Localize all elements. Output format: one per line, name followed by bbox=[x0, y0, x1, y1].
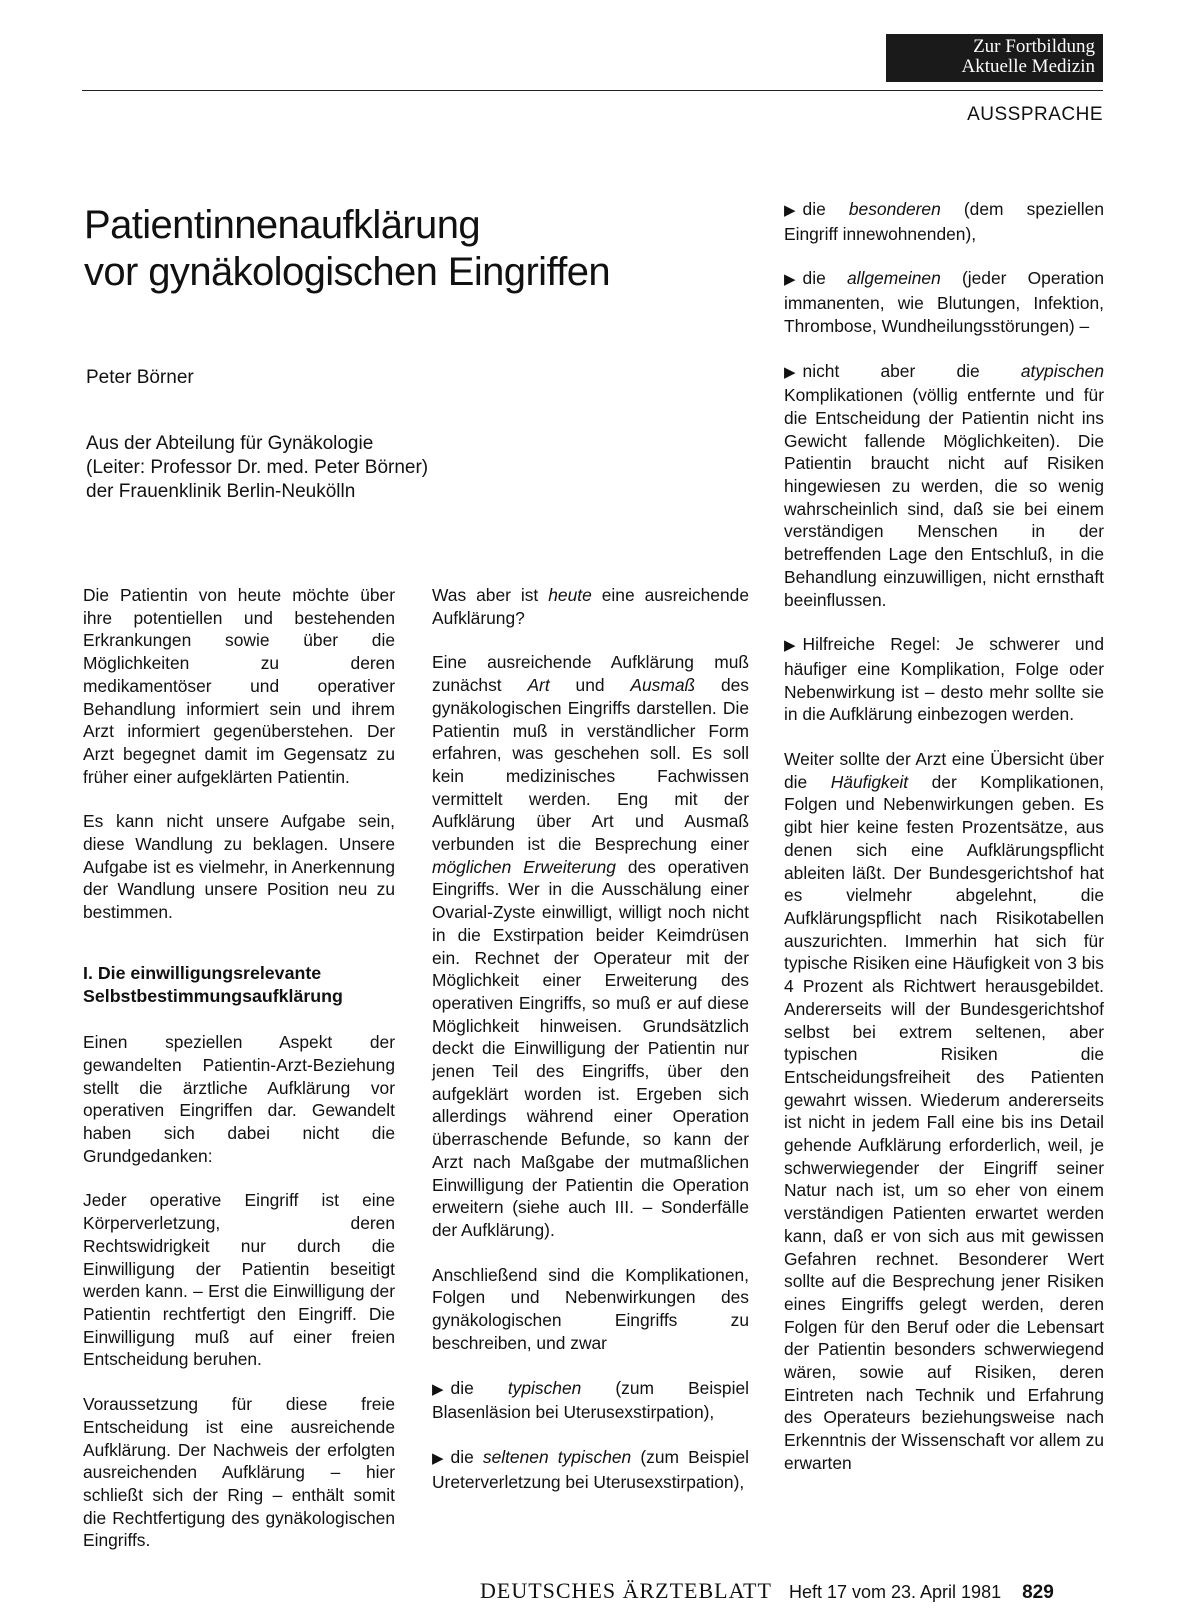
triangle-right-icon: ▶ bbox=[432, 1449, 444, 1467]
text: eine ausreichende Aufklärung? bbox=[432, 585, 749, 628]
text: die bbox=[450, 1377, 508, 1398]
badge-line-2: Aktuelle Medizin bbox=[961, 56, 1095, 77]
triangle-right-icon: ▶ bbox=[784, 637, 796, 655]
badge-line-1: Zur Fortbildung bbox=[973, 36, 1095, 57]
triangle-right-icon: ▶ bbox=[784, 363, 796, 381]
triangle-right-icon: ▶ bbox=[784, 271, 796, 289]
issue-info: Heft 17 vom 23. April 1981 bbox=[788, 1582, 1002, 1602]
emphasis: atypischen bbox=[1020, 360, 1104, 381]
heading-line-2: Selbstbestimmungsaufklärung bbox=[83, 985, 343, 1006]
bullet-item bbox=[784, 198, 1104, 245]
emphasis: seltenen typischen bbox=[482, 1446, 632, 1467]
emphasis: allgemeinen bbox=[846, 268, 941, 289]
title-line-2: vor gynäkologischen Eingriffen bbox=[84, 250, 611, 294]
bullet-item bbox=[784, 360, 1104, 612]
heading-line-1: I. Die einwilligungsrelevante bbox=[83, 962, 322, 983]
article-title bbox=[84, 202, 610, 296]
emphasis: möglichen Erweiterung bbox=[432, 856, 616, 877]
paragraph: Voraussetzung für diese freie Entscheidung ist eine ausreichende Aufklärung. Der Nachweis der erfolgten ausreichenden Aufklärung – hier schließt sich der Ring – enthält somit die Rechtfertigung des gynäkologischen Eingriffs. bbox=[83, 1394, 395, 1551]
emphasis: typischen bbox=[507, 1377, 582, 1398]
text: (jeder Operation immanenten, wie Blutungen, Infektion, Thrombose, Wundheilungsstörungen) – bbox=[784, 268, 1104, 336]
paragraph: Anschließend sind die Komplikationen, Folgen und Nebenwirkungen des gynäkologischen Eingriffs zu beschreiben, und zwar bbox=[432, 1264, 749, 1353]
text: Komplikationen (völlig entfernte und für die Entscheidung der Patientin nicht ins Gewicht fallende Möglichkeiten). Die Patientin braucht nicht auf Risiken hingewiesen zu werden, die so wenig wahrscheinlich sind, daß sie bei einem verständigen Menschen in der betreffenden Lage den Entschluß, in die Behandlung einzuwilligen, nicht ernsthaft beeinflussen. bbox=[784, 385, 1104, 610]
bullet-item bbox=[784, 633, 1104, 726]
emphasis: heute bbox=[548, 585, 592, 605]
text: (zum Beispiel Blasenläsion bei Uterusexstirpation), bbox=[432, 1377, 749, 1423]
affiliation-line-3: der Frauenklinik Berlin-Neukölln bbox=[86, 481, 356, 502]
text: die bbox=[450, 1446, 483, 1467]
emphasis: Ausmaß bbox=[630, 675, 696, 696]
text: nicht aber die bbox=[802, 360, 1021, 381]
paragraph: Es kann nicht unsere Aufgabe sein, diese Wandlung zu beklagen. Unsere Aufgabe ist es vielmehr, in Anerkennung der Wandlung unsere Position neu zu bestimmen. bbox=[83, 811, 395, 923]
text: Eine ausreichende Aufklärung muß zunächst bbox=[432, 652, 749, 696]
bullet-item bbox=[432, 1377, 749, 1424]
bullet-item bbox=[432, 1446, 749, 1493]
column-1 bbox=[83, 584, 395, 1574]
column-3 bbox=[784, 198, 1104, 1497]
paragraph: Die Patientin von heute möchte über ihre potentiellen und bestehenden Erkrankungen sowie über die Möglichkeiten zu deren medikamentöser und operativer Behandlung informiert sein und ihrem Arzt informiert gegenüberstehen. Der Arzt begegnet damit im Gegensatz zu früher einer aufgeklärten Patientin. bbox=[83, 585, 395, 787]
emphasis: besonderen bbox=[848, 199, 941, 219]
triangle-right-icon: ▶ bbox=[432, 1380, 444, 1398]
header-rule bbox=[82, 90, 1103, 91]
section-label: AUSSPRACHE bbox=[967, 104, 1103, 125]
affiliation-line-1: Aus der Abteilung für Gynäkologie bbox=[86, 433, 374, 454]
text: der Komplikationen, Folgen und Nebenwirkungen geben. Es gibt hier keine festen Prozentsätze, aus denen sich eine Aufklärungspflicht ableiten läßt. Der Bundesgerichtshof hat es vielmehr abgelehnt, die Aufklärungspflicht nach Risikotabellen auszurichten. Immerhin hat sich für typische Risiken eine Häufigkeit von 3 bis 4 Prozent als Richtwert herausgebildet. Andererseits will der Bundesgerichtshof selbst bei extrem seltenen, aber typischen Risiken die Entscheidungsfreiheit des Patienten gewahrt wissen. Wiederum andererseits ist nicht in jedem Fall eine bis ins Detail gehende Aufklärung erforderlich, weil, je schwerwiegender der Eingriff seiner Natur nach ist, um so eher von einem verständigen Patienten erwartet werden kann, daß er von sich aus mit gewissen Gefahren rechnet. Besonderer Wert sollte auf die Besprechung jener Risiken eines Eingriffs gelegt werden, deren Folgen für den Beruf oder die Lebensart der Patientin besonders schwerwiegend wären, sowie auf Risiken, deren Eintreten nach Technik und Erfahrung des Operateurs beziehungsweise nach Erkenntnis der Wissenschaft vor allem zu erwarten bbox=[784, 771, 1104, 1473]
paragraph: Jeder operative Eingriff ist eine Körperverletzung, deren Rechtswidrigkeit nur durch die Einwilligung der Patientin beseitigt werden kann. – Erst die Einwilligung der Patientin rechtfertigt den Eingriff. Die Einwilligung muß auf einer freien Entscheidung beruhen. bbox=[83, 1190, 395, 1370]
text: die bbox=[802, 268, 847, 289]
emphasis: Häufigkeit bbox=[830, 771, 909, 792]
text: Was aber ist bbox=[432, 585, 549, 605]
text: die bbox=[802, 199, 849, 219]
paragraph bbox=[432, 584, 749, 629]
page-number: 829 bbox=[1022, 1582, 1054, 1603]
section-badge bbox=[886, 34, 1103, 82]
text: Weiter sollte der Arzt eine Übersicht über die bbox=[784, 749, 1104, 792]
text: des operativen Eingriffs. Wer in die Ausschälung einer Ovarial-Zyste einwilligt, willigt noch nicht in die Exstirpation beider Keimdrüsen ein. Rechnet der Operateur mit der Möglichkeit einer Erweiterung des operativen Eingriffs, so muß er auf diese Möglichkeit hinweisen. Grundsätzlich deckt die Einwilligung der Patientin nur jenen Teil des Eingriffs, über den aufgeklärt worden ist. Ergeben sich allerdings während einer Operation überraschende Befunde, so kann der Arzt nach Maßgabe der mutmaßlichen Einwilligung der Patientin die Operation erweitern (siehe auch III. – Sonderfälle der Aufklärung). bbox=[432, 856, 749, 1240]
emphasis: Art bbox=[527, 675, 550, 696]
paragraph bbox=[784, 748, 1104, 1475]
column-2 bbox=[432, 584, 749, 1515]
author: Peter Börner bbox=[86, 367, 194, 388]
page-footer bbox=[480, 1578, 1103, 1604]
title-line-1: Patientinnenaufklärung bbox=[84, 203, 480, 247]
text: (dem speziellen Eingriff innewohnenden), bbox=[784, 199, 1104, 244]
affiliation bbox=[86, 432, 428, 504]
bullet-item bbox=[784, 267, 1104, 337]
text: Hilfreiche Regel: Je schwerer und häufiger eine Komplikation, Folge oder Nebenwirkung ist – desto mehr sollte sie in die Aufklärung einbezogen werden. bbox=[784, 634, 1104, 725]
paragraph: Einen speziellen Aspekt der gewandelten Patientin-Arzt-Beziehung stellt die ärztliche Aufklärung vor operativen Eingriffen dar. Gewandelt haben sich dabei nicht die Grundgedanken: bbox=[83, 1032, 395, 1166]
text: des gynäkologischen Eingriffs darstellen. Die Patientin muß in verständlicher Form erfahren, was geschehen soll. Es soll kein medizinisches Fachwissen vermittelt werden. Eng mit der Aufklärung über Art und Ausmaß verbunden ist die Besprechung einer bbox=[432, 675, 749, 855]
paragraph bbox=[432, 651, 749, 1241]
triangle-right-icon: ▶ bbox=[784, 202, 796, 219]
affiliation-line-2: (Leiter: Professor Dr. med. Peter Börner) bbox=[86, 457, 429, 478]
section-heading bbox=[83, 962, 395, 1007]
text: (zum Beispiel Ureterverletzung bei Uterusexstirpation), bbox=[432, 1446, 749, 1492]
journal-name: DEUTSCHES ÄRZTEBLATT bbox=[480, 1578, 772, 1603]
text: und bbox=[549, 675, 631, 696]
